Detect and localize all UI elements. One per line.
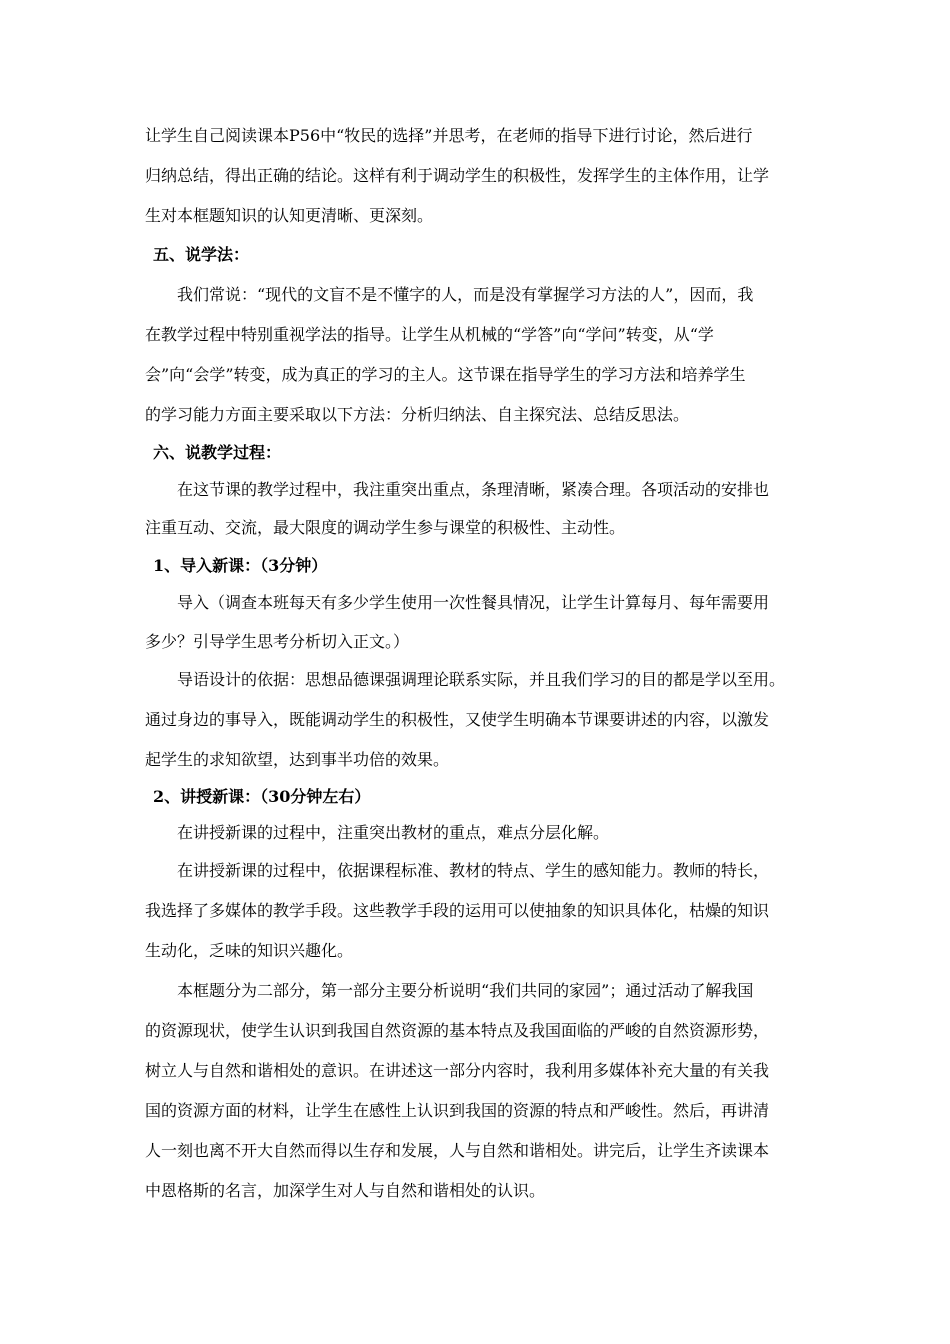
paragraph-8-line-1: 本框题分为二部分，第一部分主要分析说明“我们共同的家园”；通过活动了解我国 xyxy=(177,981,754,1000)
heading-section-5: 五、说学法： xyxy=(153,245,250,264)
paragraph-2-line-1: 我们常说：“现代的文盲不是不懂字的人，而是没有掌握学习方法的人”，因而，我 xyxy=(177,285,754,304)
paragraph-5-line-3: 起学生的求知欲望，达到事半功倍的效果。 xyxy=(145,750,450,769)
paragraph-5-line-2: 通过身边的事导入，既能调动学生的积极性，又使学生明确本节课要讲述的内容，以激发 xyxy=(145,710,770,729)
paragraph-4-line-2: 多少？引导学生思考分析切入正文。） xyxy=(145,632,410,651)
paragraph-7-line-2: 我选择了多媒体的教学手段。这些教学手段的运用可以使抽象的知识具体化，枯燥的知识 xyxy=(145,901,770,920)
paragraph-1-line-1: 让学生自己阅读课本P56中“牧民的选择”并思考，在老师的指导下进行讨论，然后进行 xyxy=(145,126,753,145)
subheading-new-lesson: 2、讲授新课：（30分钟左右） xyxy=(153,787,371,806)
paragraph-2-line-4: 的学习能力方面主要采取以下方法：分析归纳法、自主探究法、总结反思法。 xyxy=(145,405,690,424)
paragraph-3-line-1: 在这节课的教学过程中，我注重突出重点，条理清晰，紧凑合理。各项活动的安排也 xyxy=(177,480,770,499)
paragraph-8-line-6: 中恩格斯的名言，加深学生对人与自然和谐相处的认识。 xyxy=(145,1181,546,1200)
paragraph-2-line-3: 会”向“会学”转变，成为真正的学习的主人。这节课在指导学生的学习方法和培养学生 xyxy=(145,365,746,384)
subheading-intro: 1、导入新课：（3分钟） xyxy=(153,556,328,575)
paragraph-1-line-3: 生对本框题知识的认知更清晰、更深刻。 xyxy=(145,206,434,225)
paragraph-7-line-1: 在讲授新课的过程中，依据课程标准、教材的特点、学生的感知能力。教师的特长， xyxy=(177,861,770,880)
paragraph-8-line-2: 的资源现状，使学生认识到我国自然资源的基本特点及我国面临的严峻的自然资源形势， xyxy=(145,1021,770,1040)
paragraph-8-line-5: 人一刻也离不开大自然而得以生存和发展，人与自然和谐相处。讲完后，让学生齐读课本 xyxy=(145,1141,770,1160)
paragraph-7-line-3: 生动化，乏味的知识兴趣化。 xyxy=(145,941,354,960)
paragraph-8-line-4: 国的资源方面的材料，让学生在感性上认识到我国的资源的特点和严峻性。然后，再讲清 xyxy=(145,1101,770,1120)
paragraph-6-line-1: 在讲授新课的过程中，注重突出教材的重点，难点分层化解。 xyxy=(177,823,610,842)
paragraph-2-line-2: 在教学过程中特别重视学法的指导。让学生从机械的“学答”向“学问”转变，从“学 xyxy=(145,325,714,344)
paragraph-1-line-2: 归纳总结，得出正确的结论。这样有利于调动学生的积极性，发挥学生的主体作用，让学 xyxy=(145,166,770,185)
paragraph-3-line-2: 注重互动、交流，最大限度的调动学生参与课堂的积极性、主动性。 xyxy=(145,518,626,537)
paragraph-4-line-1: 导入（调查本班每天有多少学生使用一次性餐具情况，让学生计算每月、每年需要用 xyxy=(177,593,770,612)
paragraph-5-line-1: 导语设计的依据：思想品德课强调理论联系实际，并且我们学习的目的都是学以至用。 xyxy=(177,670,786,689)
paragraph-8-line-3: 树立人与自然和谐相处的意识。在讲述这一部分内容时，我利用多媒体补充大量的有关我 xyxy=(145,1061,770,1080)
heading-section-6: 六、说教学过程： xyxy=(153,443,282,462)
